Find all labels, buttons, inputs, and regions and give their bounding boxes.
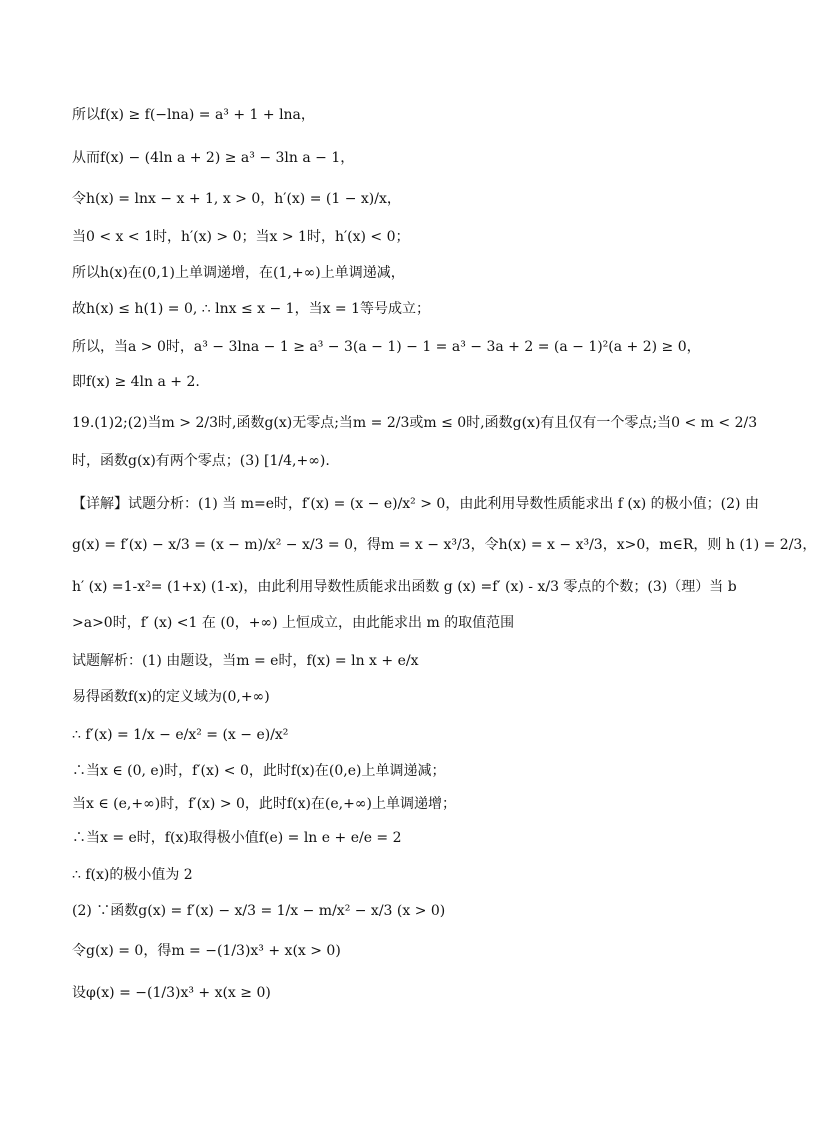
detail-line: h′ (x) =1-x²= (1+x) (1-x)，由此利用导数性质能求出函数 g (x) =f′ (x) - x/3 零点的个数；(3)（理）当 b [72, 579, 737, 595]
text-line: 所以h(x)在(0,1)上单调递增，在(1,+∞)上单调递减， [72, 265, 405, 281]
solution-line: ∴当x ∈ (0, e)时，f′(x) < 0，此时f(x)在(0,e)上单调递减； [72, 763, 446, 779]
solution-line: 令g(x) = 0，得m = −(1/3)x³ + x(x > 0) [72, 943, 341, 959]
solution-line: (2) ∵函数g(x) = f′(x) − x/3 = 1/x − m/x² − x/3 (x > 0) [72, 903, 446, 919]
solution-line: 试题解析：(1) 由题设，当m = e时，f(x) = ln x + e/x [72, 653, 419, 669]
solution-line: ∴ f(x)的极小值为 2 [72, 867, 193, 883]
answer-line: 时，函数g(x)有两个零点；(3) [1/4,+∞). [72, 453, 330, 469]
answer-line: 19.(1)2;(2)当m > 2/3时,函数g(x)无零点;当m = 2/3或m ≤ 0时,函数g(x)有且仅有一个零点;当0 < m < 2/3 [72, 415, 758, 431]
text-line: 令h(x) = lnx − x + 1, x > 0，h′(x) = (1 − x)/x， [72, 191, 401, 207]
solution-line: 易得函数f(x)的定义域为(0,+∞) [72, 689, 270, 705]
text-line: 即f(x) ≥ 4ln a + 2. [72, 374, 200, 390]
text-line: 故h(x) ≤ h(1) = 0, ∴ lnx ≤ x − 1，当x = 1等号成立； [72, 301, 430, 317]
detail-line: g(x) = f′(x) − x/3 = (x − m)/x² − x/3 = 0，得m = x − x³/3，令h(x) = x − x³/3，x>0，m∈R，则 h (1) = 2/3， [72, 537, 816, 553]
detail-line: >a>0时，f′ (x) <1 在 (0，+∞) 上恒成立，由此能求出 m 的取值范围 [72, 615, 515, 631]
solution-line: 当x ∈ (e,+∞)时，f′(x) > 0，此时f(x)在(e,+∞)上单调递增； [72, 796, 456, 812]
text-line: 当0 < x < 1时，h′(x) > 0；当x > 1时，h′(x) < 0； [72, 229, 410, 245]
solution-line: 设φ(x) = −(1/3)x³ + x(x ≥ 0) [72, 985, 271, 1001]
solution-line: ∴当x = e时，f(x)取得极小值f(e) = ln e + e/e = 2 [72, 830, 402, 846]
text-line: 从而f(x) − (4ln a + 2) ≥ a³ − 3ln a − 1， [72, 150, 355, 166]
detail-line: 【详解】试题分析：(1) 当 m=e时，f′(x) = (x − e)/x² > 0，由此利用导数性质能求出 f (x) 的极小值；(2) 由 [72, 496, 759, 512]
text-line: 所以f(x) ≥ f(−lna) = a³ + 1 + lna， [72, 107, 315, 123]
solution-line: ∴ f′(x) = 1/x − e/x² = (x − e)/x² [72, 727, 289, 743]
text-line: 所以，当a > 0时，a³ − 3lna − 1 ≥ a³ − 3(a − 1) − 1 = a³ − 3a + 2 = (a − 1)²(a + 2) ≥ 0， [72, 339, 701, 355]
